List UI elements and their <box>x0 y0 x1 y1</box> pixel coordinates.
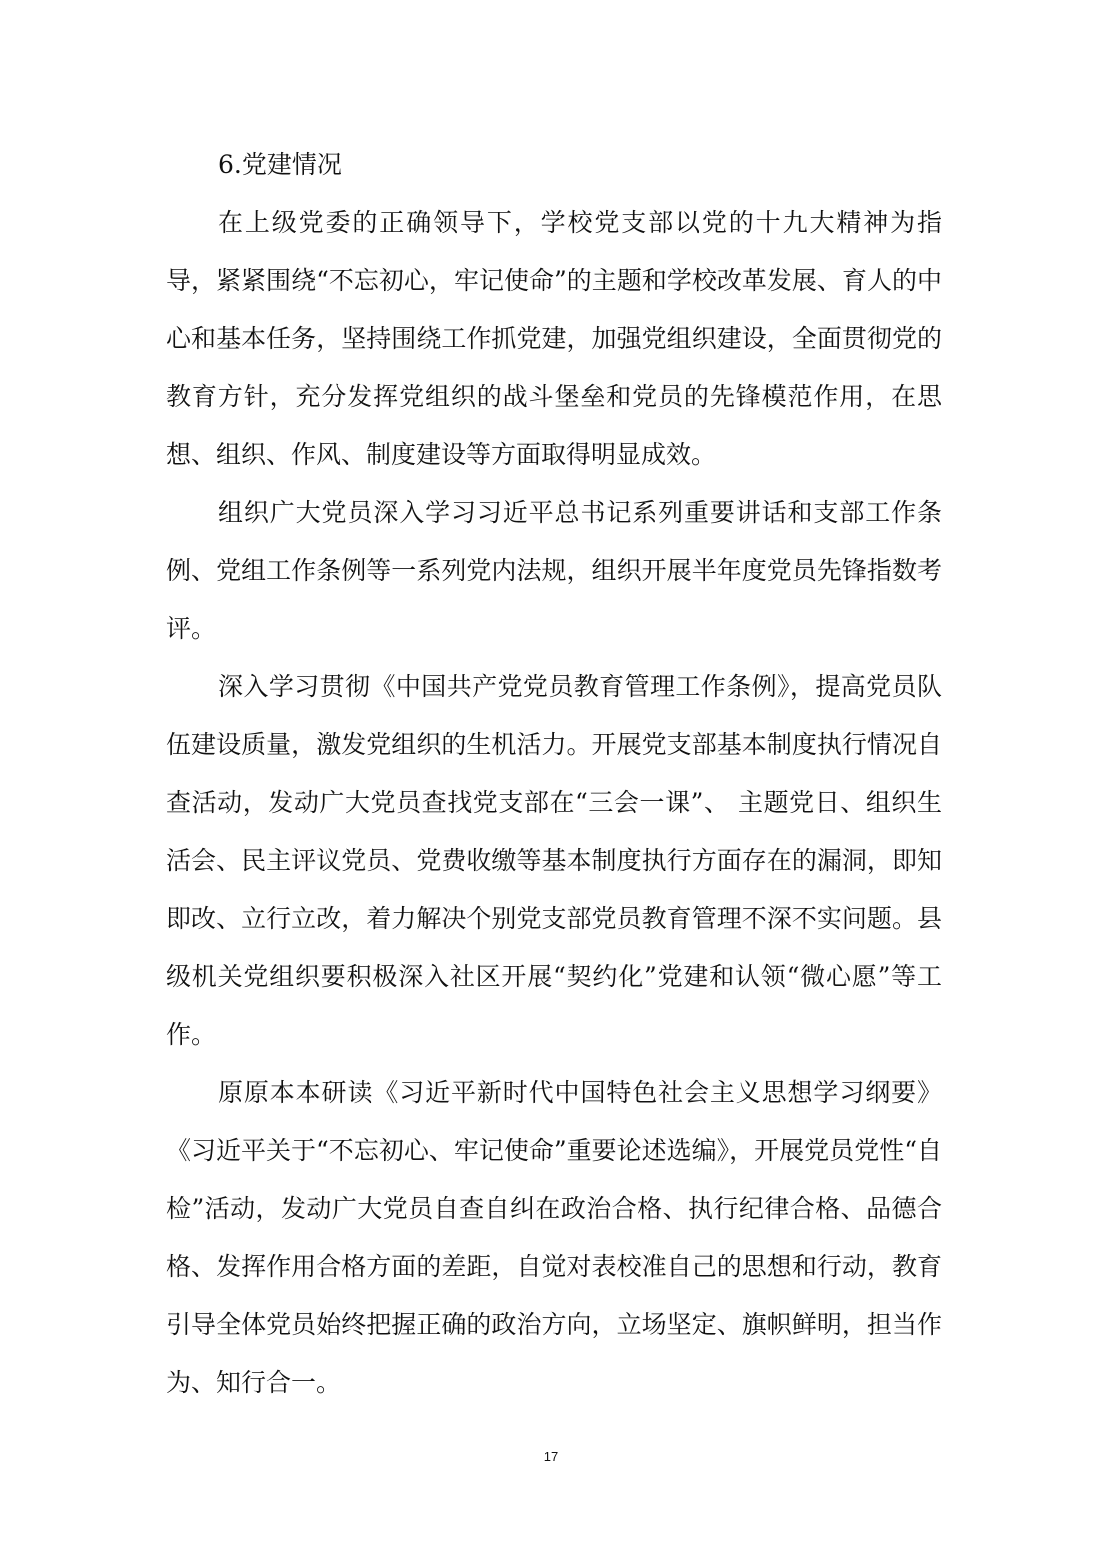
paragraph-self-check: 原原本本研读《习近平新时代中国特色社会主义思想学习纲要》《习近平关于“不忘初心、牢记使命”重要论述选编》，开展党员党性“自检”活动，发动广大党员自查自纠在政治合格、执行纪律合格、品德合格、发挥作用合格方面的差距，自觉对表校准自己的思想和行动，教育引导全体党员始终把握正确的政治方向，立场坚定、旗帜鲜明，担当作为、知行合一。 <box>166 1078 942 1397</box>
page-number: 17 <box>543 1449 559 1464</box>
page-body <box>166 136 942 1412</box>
paragraph-education-management: 深入学习贯彻《中国共产党党员教育管理工作条例》，提高党员队伍建设质量，激发党组织的生机活力。开展党支部基本制度执行情况自查活动，发动广大党员查找党支部在“三会一课”、 主题党日、组织生活会、民主评议党员、党费收缴等基本制度执行方面存在的漏洞，即知即改、立行立改，着力解决个别党支部党员教育管理不深不实问题。县级机关党组织要积极深入社区开展“契约化”党建和认领“微心愿”等工作。 <box>166 672 942 1049</box>
paragraph-study: 组织广大党员深入学习习近平总书记系列重要讲话和支部工作条例、党组工作条例等一系列党内法规，组织开展半年度党员先锋指数考评。 <box>166 498 942 643</box>
paragraph-leadership: 在上级党委的正确领导下，学校党支部以党的十九大精神为指导，紧紧围绕“不忘初心，牢记使命”的主题和学校改革发展、育人的中心和基本任务，坚持围绕工作抓党建，加强党组织建设，全面贯彻党的教育方针，充分发挥党组织的战斗堡垒和党员的先锋模范作用，在思想、组织、作风、制度建设等方面取得明显成效。 <box>166 208 942 469</box>
section-heading: 6.党建情况 <box>218 150 342 179</box>
